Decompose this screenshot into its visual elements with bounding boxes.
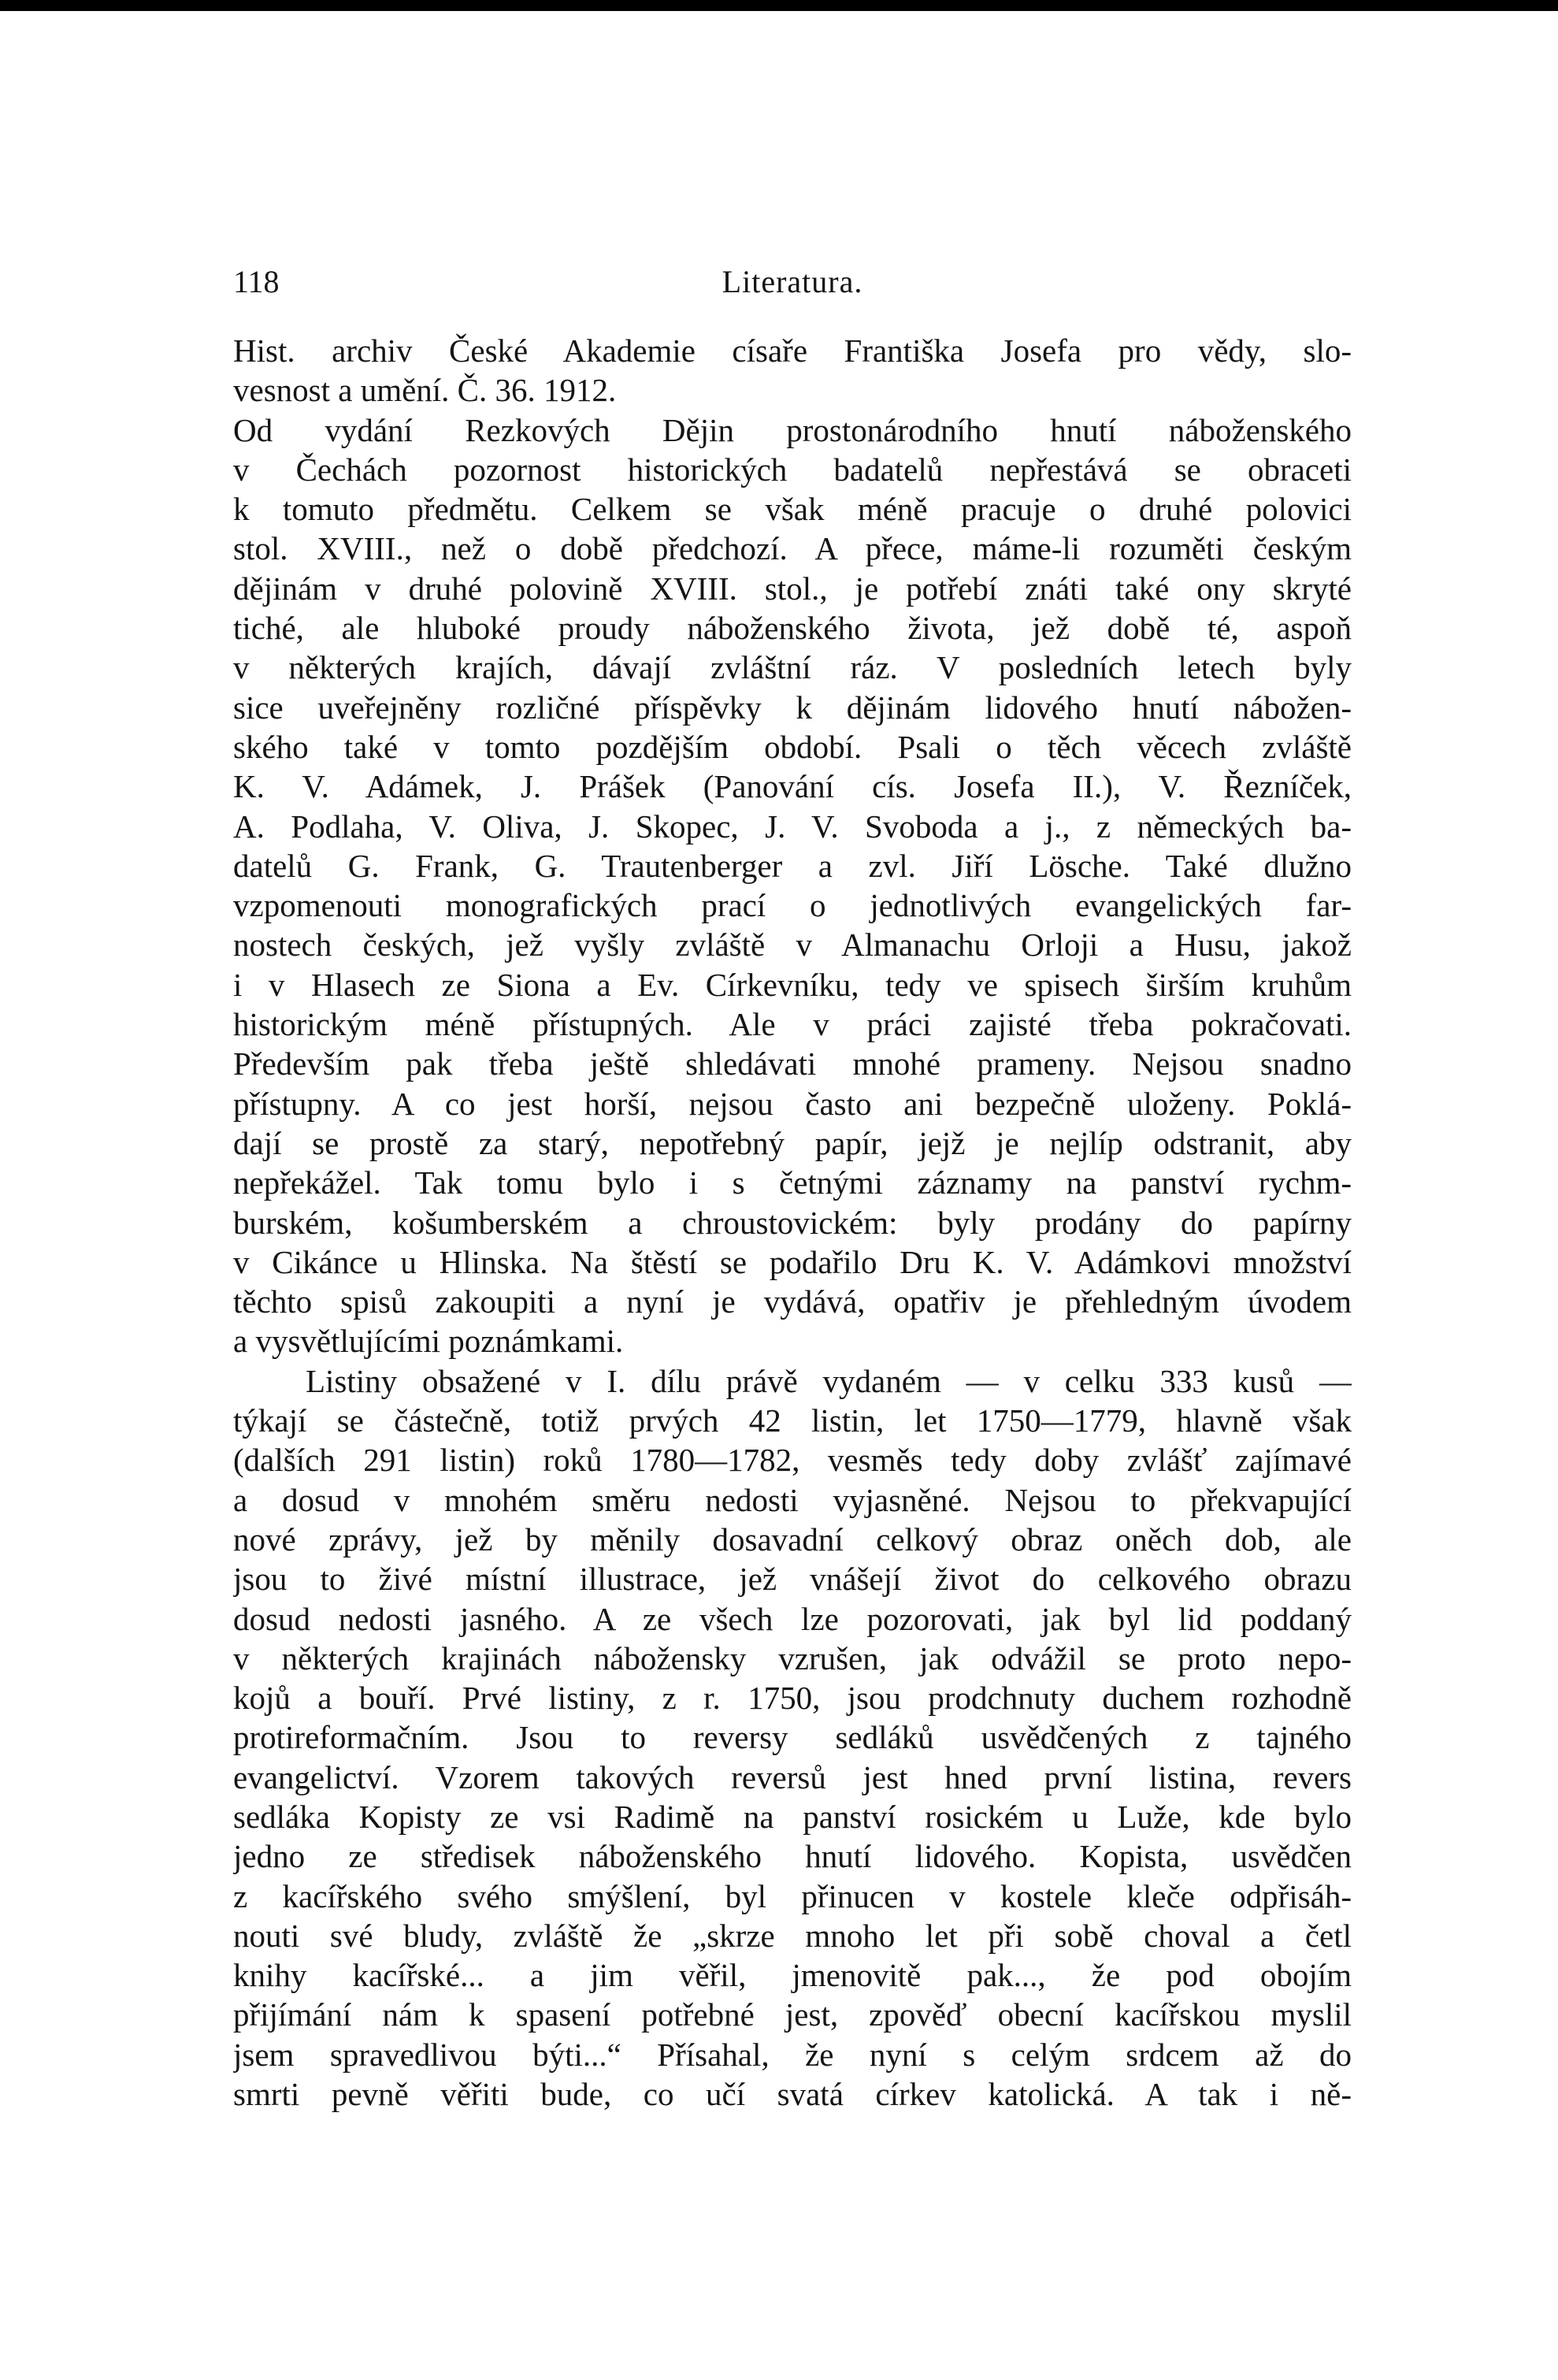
- text-line: k tomuto předmětu. Celkem se však méně pracuje o druhé polovici: [233, 491, 1352, 528]
- text-line: v Čechách pozornost historických badatelů nepřestává se obraceti: [233, 451, 1352, 488]
- text-line: Hist. archiv České Akademie císaře Františka Josefa pro vědy, slo-: [233, 332, 1352, 369]
- text-line: Listiny obsažené v I. dílu právě vydaném — v celku 333 kusů —: [306, 1362, 1352, 1399]
- text-line: tiché, ale hluboké proudy náboženského života, jež době té, aspoň: [233, 610, 1352, 647]
- text-line: z kacířského svého smýšlení, byl přinucen v kostele kleče odpřisáh-: [233, 1877, 1352, 1914]
- text-line: historickým méně přístupných. Ale v práci zajisté třeba pokračovati.: [233, 1006, 1352, 1043]
- text-line: nouti své bludy, zvláště že „skrze mnoho let při sobě choval a četl: [233, 1917, 1352, 1954]
- text-line: dají se prostě za starý, nepotřebný papír, jejž je nejlíp odstranit, aby: [233, 1124, 1352, 1161]
- text-line: jsou to živé místní illustrace, jež vnášejí život do celkového obrazu: [233, 1561, 1352, 1598]
- text-line: knihy kacířské... a jim věřil, jmenovitě pak..., že pod obojím: [233, 1957, 1352, 1994]
- running-head: [233, 258, 1352, 306]
- text-line: a vysvětlujícími poznámkami.: [233, 1323, 624, 1360]
- text-line: stol. XVIII., než o době předchozí. A přece, máme-li rozuměti českým: [233, 530, 1352, 567]
- text-line: sedláka Kopisty ze vsi Radimě na panství rosickém u Luže, kde bylo: [233, 1798, 1352, 1835]
- body-text: [233, 331, 1352, 2114]
- text-line: jedno ze středisek náboženského hnutí lidového. Kopista, usvědčen: [233, 1838, 1352, 1875]
- text-line: v Cikánce u Hlinska. Na štěstí se podařilo Dru K. V. Adámkovi množství: [233, 1243, 1352, 1280]
- text-line: přístupny. A co jest horší, nejsou často ani bezpečně uloženy. Poklá-: [233, 1085, 1352, 1122]
- text-line: těchto spisů zakoupiti a nyní je vydává, opatřiv je přehledným úvodem: [233, 1283, 1352, 1320]
- running-title: Literatura.: [722, 264, 863, 299]
- text-line: kojů a bouří. Prvé listiny, z r. 1750, jsou prodchnuty duchem rozhodně: [233, 1680, 1352, 1717]
- text-line: vesnost a umění. Č. 36. 1912.: [233, 372, 617, 409]
- text-line: dějinám v druhé polovině XVIII. stol., je potřebí znáti také ony skryté: [233, 570, 1352, 607]
- text-line: burském, košumberském a chroustovickém: byly prodány do papírny: [233, 1204, 1352, 1241]
- text-line: nostech českých, jež vyšly zvláště v Almanachu Orloji a Husu, jakož: [233, 926, 1352, 964]
- text-line: vzpomenouti monografických prací o jednotlivých evangelických far-: [233, 887, 1352, 924]
- text-line: v některých krajinách nábožensky vzrušen, jak odvážil se proto nepo-: [233, 1639, 1352, 1676]
- text-line: přijímání nám k spasení potřebné jest, zpověď obecní kacířskou myslil: [233, 1996, 1352, 2033]
- text-line: protireformačním. Jsou to reversy sedláků usvědčených z tajného: [233, 1719, 1352, 1756]
- text-line: v některých krajích, dávají zvláštní ráz. V posledních letech byly: [233, 649, 1352, 686]
- text-line: datelů G. Frank, G. Trautenberger a zvl. Jiří Lösche. Také dlužno: [233, 847, 1352, 884]
- text-line: ského také v tomto pozdějším období. Psali o těch věcech zvláště: [233, 728, 1352, 765]
- text-line: Od vydání Rezkových Dějin prostonárodního hnutí náboženského: [233, 411, 1352, 448]
- text-line: A. Podlaha, V. Oliva, J. Skopec, J. V. Svoboda a j., z německých ba-: [233, 808, 1352, 845]
- text-line: i v Hlasech ze Siona a Ev. Církevníku, tedy ve spisech širším kruhům: [233, 966, 1352, 1003]
- text-line: a dosud v mnohém směru nedosti vyjasněné. Nejsou to překvapující: [233, 1481, 1352, 1518]
- text-line: sice uveřejněny rozličné příspěvky k dějinám lidového hnutí nábožen-: [233, 689, 1352, 726]
- text-line: evangelictví. Vzorem takových reversů jest hned první listina, revers: [233, 1758, 1352, 1795]
- text-line: týkají se částečně, totiž prvých 42 listin, let 1750—1779, hlavně však: [233, 1402, 1352, 1439]
- text-line: Především pak třeba ještě shledávati mnohé prameny. Nejsou snadno: [233, 1045, 1352, 1082]
- text-line: K. V. Adámek, J. Prášek (Panování cís. Josefa II.), V. Řezníček,: [233, 768, 1352, 805]
- text-line: jsem spravedlivou býti...“ Přísahal, že nyní s celým srdcem až do: [233, 2036, 1352, 2073]
- text-line: nové zprávy, jež by měnily dosavadní celkový obraz oněch dob, ale: [233, 1520, 1352, 1558]
- text-line: dosud nedosti jasného. A ze všech lze pozorovati, jak byl lid poddaný: [233, 1600, 1352, 1637]
- page-number: 118: [233, 264, 280, 299]
- text-line: smrti pevně věřiti bude, co učí svatá církev katolická. A tak i ně-: [233, 2076, 1352, 2113]
- text-line: nepřekážel. Tak tomu bylo i s četnými záznamy na panství rychm-: [233, 1164, 1352, 1201]
- text-line: (dalších 291 listin) roků 1780—1782, vesměs tedy doby zvlášť zajímavé: [233, 1442, 1352, 1479]
